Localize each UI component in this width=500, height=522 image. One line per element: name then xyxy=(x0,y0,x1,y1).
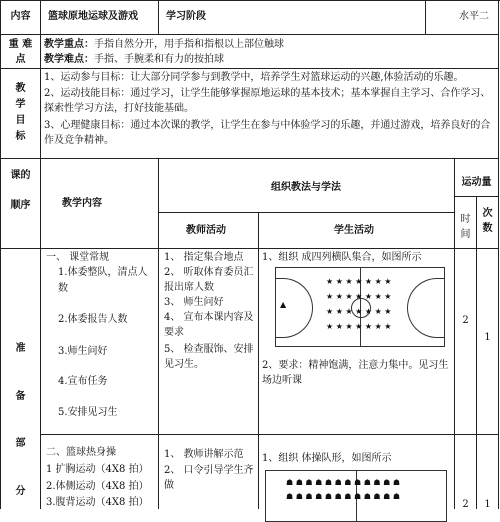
part2-teacher-1: 1、 教师讲解示范 xyxy=(164,449,244,460)
part1-item-5: 5.安排见习生 xyxy=(58,407,118,418)
part2-time: 2 xyxy=(462,499,469,510)
col-line xyxy=(40,0,41,509)
goal-item-2: 2、运动技能目标：通过学习，让学生能够掌握原地运球的基本技术；基本掌握自主学习、合作学习、探索性学习方法，打好技能基础。 xyxy=(44,88,491,114)
part1-teacher-2: 2、 听取体育委员汇报出席人数 xyxy=(164,267,254,293)
col-line xyxy=(158,158,159,509)
part2-title: 二、篮球热身操 xyxy=(46,447,116,458)
time-header: 时 间 xyxy=(460,214,471,240)
col-line xyxy=(454,158,455,509)
col-line xyxy=(158,0,159,35)
focus-label: 重 难 点 xyxy=(8,39,33,65)
focus-key xyxy=(44,37,284,52)
part1-count: 1 xyxy=(484,332,491,343)
section-char-1: 准 xyxy=(15,343,26,354)
part1-student-bottom: 2、要求：精神饱满，注意力集中。见习生场边听课 xyxy=(262,360,449,386)
part1-teacher-1: 1、 指定集合地点 xyxy=(164,252,244,263)
part1-item-4: 4.宣布任务 xyxy=(58,376,108,387)
table-border-left xyxy=(0,0,1,509)
section-char-3: 部 xyxy=(15,438,26,449)
row-line xyxy=(158,212,454,213)
goals-label: 教 学 目 标 xyxy=(15,83,26,142)
table-border-right xyxy=(498,0,499,509)
part2-item-3: 3.腹背运动（4X8 拍） xyxy=(46,497,149,508)
student-figures: ☗ ☗ ☗ ☗ ☗ ☗ ☗ ☗ ☗ ☗ ☗ ☗ xyxy=(286,478,401,487)
part1-item-1: 1.体委整队，清点人数 xyxy=(58,267,148,294)
part1-title: 一、 课堂常规 xyxy=(46,252,110,263)
part1-time: 2 xyxy=(462,315,469,326)
teacher-figure: ▲ xyxy=(280,300,287,309)
part1-teacher-3: 3、 师生问好 xyxy=(164,297,224,308)
focus-diff-text: 手指、手腕柔和有力的按拍球 xyxy=(94,54,224,65)
header-level: 水平二 xyxy=(459,11,489,22)
part2-teacher-2: 2、 口令引导学生齐做 xyxy=(164,465,254,491)
court-diagram-2 xyxy=(265,470,447,522)
teacher-header: 教师活动 xyxy=(186,225,226,236)
student-figures: ★ ★ ★ ★ ★ ★ ★ xyxy=(326,277,392,286)
col-line xyxy=(476,196,477,509)
content-header: 教学内容 xyxy=(62,198,102,209)
header-content-label: 内容 xyxy=(10,11,31,22)
section-char-2: 备 xyxy=(15,391,26,402)
load-header: 运动量 xyxy=(461,177,492,188)
part2-item-2: 2.体侧运动（4X8 拍） xyxy=(46,481,149,492)
row-line xyxy=(0,248,499,249)
student-figures: ★ ★ ★ ★ ★ ★ ★ xyxy=(326,292,392,301)
focus-key-text: 手指自然分开，用手指和指根以上部位触球 xyxy=(94,39,284,50)
header-topic: 篮球原地运球及游戏 xyxy=(48,11,138,22)
student-figures: ★ ★ ★ ★ ★ ★ ★ xyxy=(326,322,392,331)
order-header: 课的 顺序 xyxy=(10,170,31,211)
part1-item-3: 3.师生问好 xyxy=(58,346,108,357)
goal-item-1: 1、运动参与目标：让大部分同学参与到教学中，培养学生对篮球运动的兴趣,体验活动的乐趣。 xyxy=(44,72,464,83)
part1-student-top: 1、组织 成四列横队集合，如图所示 xyxy=(262,252,422,263)
row-line xyxy=(0,68,499,69)
part1-item-2: 2.体委报告人数 xyxy=(58,314,128,325)
part2-item-1: 1 扩胸运动（4X8 拍） xyxy=(46,464,149,475)
part1-teacher-4: 4、 宣布本课内容及要求 xyxy=(164,312,254,338)
student-header: 学生活动 xyxy=(334,225,374,236)
section-char-4: 分 xyxy=(15,486,26,497)
student-figures: ★ ★ ★ ★ ★ ★ ★ xyxy=(326,307,392,316)
row-line xyxy=(0,158,499,159)
header-phase: 学习阶段 xyxy=(166,11,206,22)
row-line xyxy=(40,434,499,435)
part2-count: 1 xyxy=(484,499,491,510)
focus-key-label: 教学重点： xyxy=(44,39,94,50)
focus-difficulty xyxy=(44,52,224,67)
col-line xyxy=(425,0,426,35)
part1-teacher-5: 5、 检查服饰、安排见习生。 xyxy=(164,344,254,370)
part2-student-top: 1、组织 体操队形，如图所示 xyxy=(262,453,392,464)
goal-item-3: 3、心理健康目标：通过本次课的教学，让学生在参与中体验学习的乐趣，并通过游戏，培养良好的合作及竞争精神。 xyxy=(44,120,491,146)
col-line xyxy=(258,212,259,509)
student-figures: ☗ ☗ ☗ ☗ ☗ ☗ ☗ ☗ ☗ ☗ ☗ ☗ xyxy=(286,492,401,501)
methods-header: 组织教法与学法 xyxy=(271,182,341,193)
court-diagram-1 xyxy=(275,267,445,347)
focus-diff-label: 教学难点： xyxy=(44,54,94,65)
count-header: 次 数 xyxy=(482,208,493,234)
court-key-right xyxy=(407,278,444,338)
